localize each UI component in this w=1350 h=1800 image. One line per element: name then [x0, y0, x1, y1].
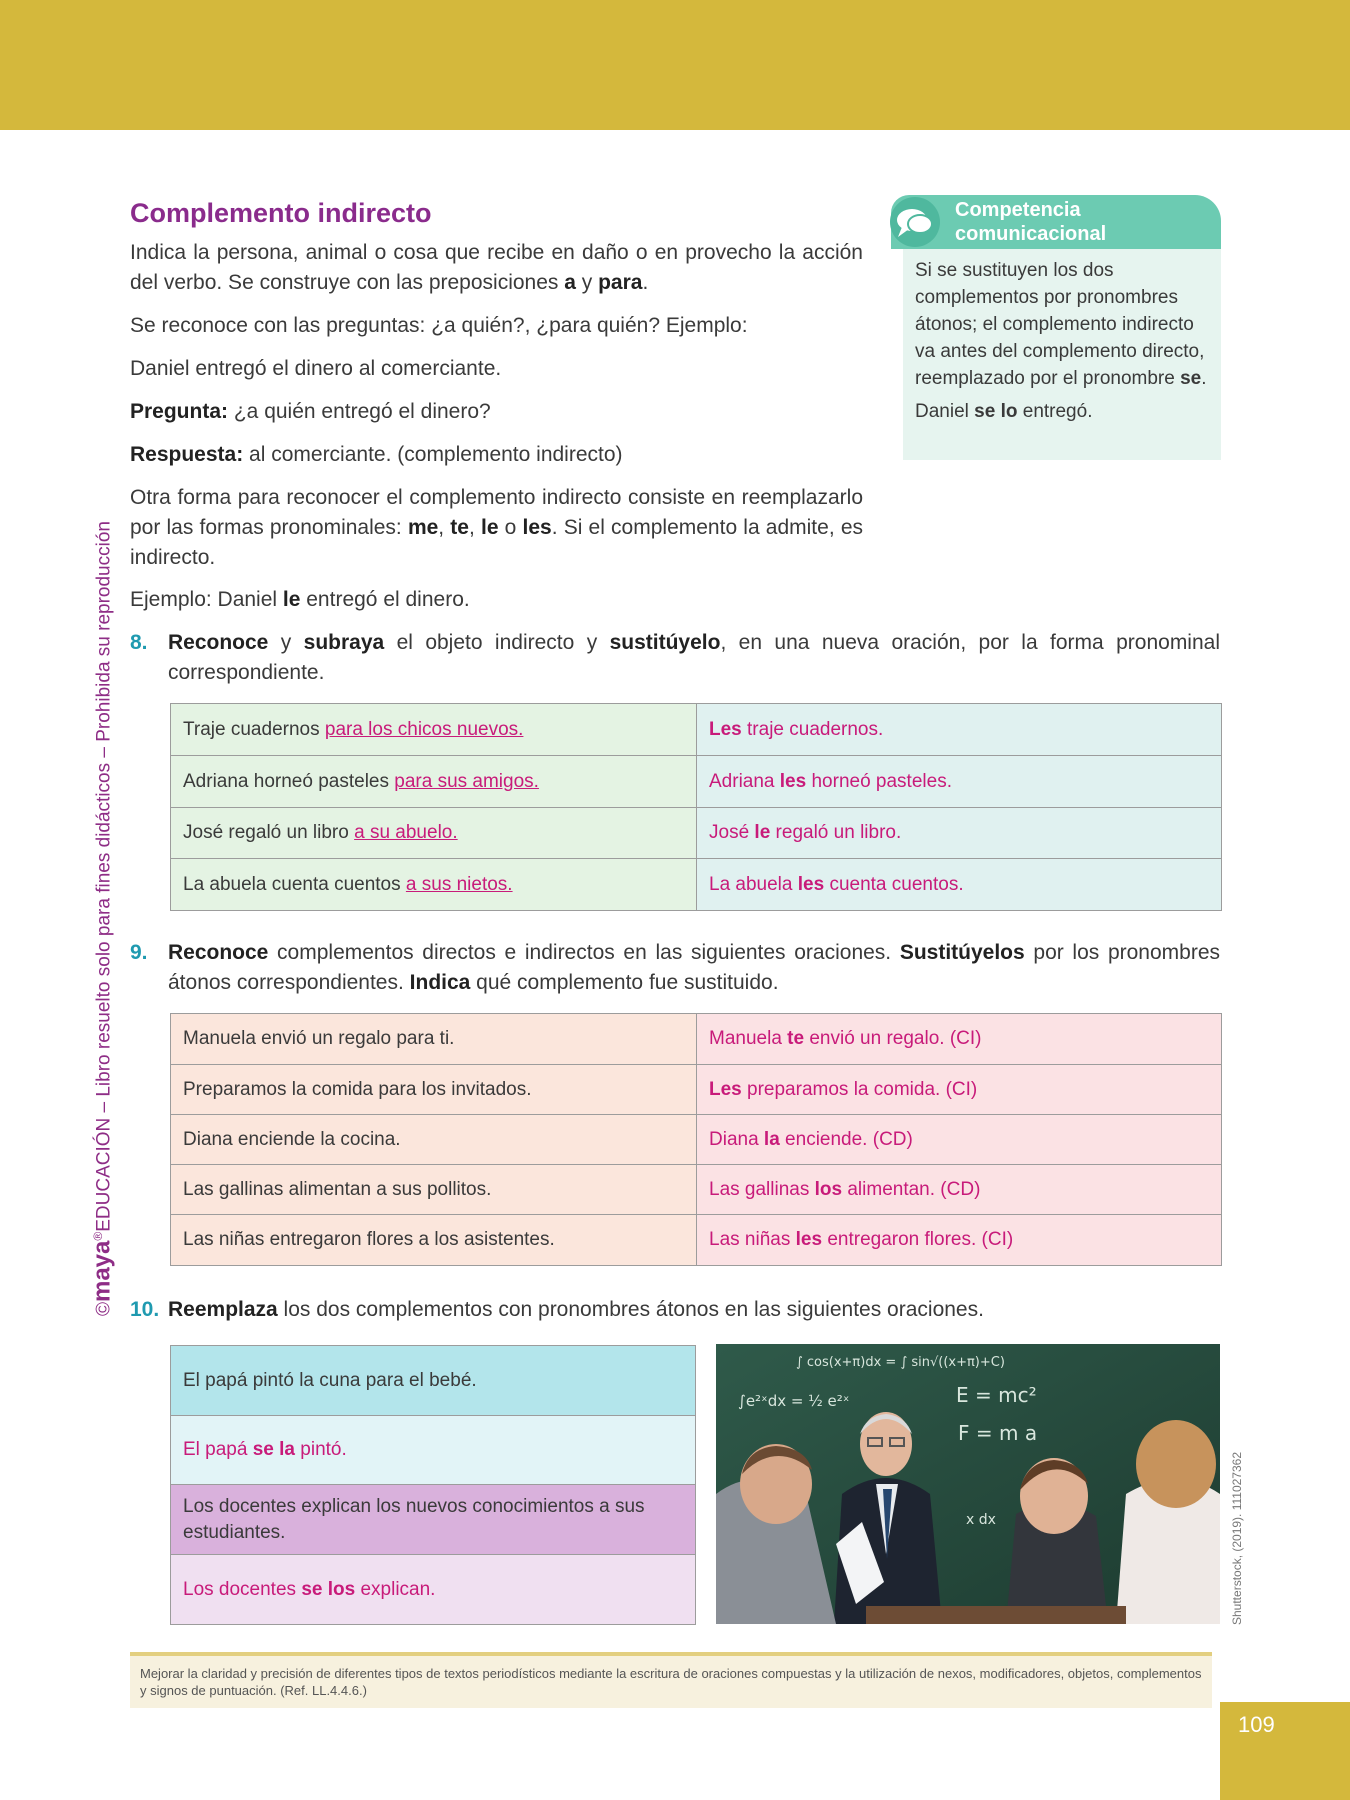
answer-cell: José le regaló un libro.	[697, 808, 1222, 859]
competencia-box	[891, 195, 1221, 465]
table-row	[171, 1485, 696, 1555]
answer-cell: Adriana les horneó pasteles.	[697, 756, 1222, 808]
classroom-illustration	[716, 1344, 1220, 1624]
competencia-header	[891, 195, 1221, 249]
questions-paragraph: Se reconoce con las preguntas: ¿a quién?, ¿para quién? Ejemplo:	[130, 314, 748, 337]
page-number: 109	[1238, 1712, 1275, 1737]
exercise-10-number: 10.	[130, 1298, 160, 1321]
answer-cell: Les traje cuadernos.	[697, 704, 1222, 756]
exercise-9-number: 9.	[130, 941, 148, 964]
footer-skill-note: Mejorar la claridad y precisión de diferentes tipos de textos periodísticos mediante la escritura de oraciones compuestas y la utilización de nexos, modificadores, objetos, complementos y signos de puntuación. (Ref. LL.4.4.6.)	[130, 1652, 1212, 1708]
sentence-cell: Los docentes explican los nuevos conocimientos a sus estudiantes.	[171, 1485, 696, 1555]
answer-cell: Las niñas les entregaron flores. (CI)	[697, 1215, 1222, 1266]
table-row	[171, 1115, 1222, 1165]
table-row	[171, 1416, 696, 1485]
section-title: Complemento indirecto	[130, 198, 432, 228]
underlined-indirect-object: a su abuelo.	[354, 822, 458, 843]
answer-cell: Diana la enciende. (CD)	[697, 1115, 1222, 1165]
answer-cell: Los docentes se los explican.	[171, 1555, 696, 1625]
exercise-8-table	[170, 703, 1222, 911]
board-formula: x dx	[966, 1512, 996, 1528]
exercise-10-instructions: 10. Reemplaza los dos complementos con pronombres átonos en las siguientes oraciones.	[130, 1295, 1220, 1325]
board-formula: E = mc²	[956, 1383, 1037, 1407]
underlined-indirect-object: para los chicos nuevos.	[324, 718, 524, 740]
table-row	[171, 1165, 1222, 1215]
underlined-indirect-object: para sus amigos.	[394, 770, 539, 792]
table-row	[171, 859, 1222, 911]
sentence-cell: José regaló un libro a su abuelo.	[171, 808, 697, 859]
table-row	[171, 1065, 1222, 1115]
table-row	[171, 1215, 1222, 1266]
answer-cell: La abuela les cuenta cuentos.	[697, 859, 1222, 911]
sentence-cell: La abuela cuenta cuentos a sus nietos.	[171, 859, 697, 911]
pronominal-paragraph: Otra forma para reconocer el complemento indirecto consiste en reemplazarlo por las formas pronominales: me, te, le o les. Si el complemento la admite, es indirecto.	[130, 486, 863, 569]
top-color-band	[0, 0, 1350, 130]
definition-paragraph: Indica la persona, animal o cosa que recibe en daño o en provecho la acción del verbo. Se construye con las preposiciones a y para.	[130, 241, 863, 294]
exercise-8-instructions: 8. Reconoce y subraya el objeto indirecto y sustitúyelo, en una nueva oración, por la forma pronominal correspondiente.	[130, 628, 1220, 688]
side-copyright-notice: ©maya®EDUCACIÓN – Libro resuelto solo para fines didácticos – Prohibida su reproducción	[88, 521, 116, 1316]
board-formula: ∫ cos(x+π)dx = ∫ sin√((x+π)+C)	[796, 1355, 1005, 1370]
exercise-9-table	[170, 1013, 1222, 1266]
example-sentence: Daniel entregó el dinero al comerciante.	[130, 357, 502, 380]
answer-cell: Las gallinas los alimentan. (CD)	[697, 1165, 1222, 1215]
speech-bubbles-icon	[887, 197, 943, 247]
pronoun-example: Ejemplo: Daniel le entregó el dinero.	[130, 588, 470, 611]
sentence-cell: Manuela envió un regalo para ti.	[171, 1014, 697, 1065]
sentence-cell: Preparamos la comida para los invitados.	[171, 1065, 697, 1115]
competencia-title: Competencia comunicacional	[955, 199, 1107, 245]
underlined-indirect-object: a sus nietos.	[405, 873, 513, 895]
table-row	[171, 704, 1222, 756]
board-formula: F = m a	[958, 1421, 1038, 1445]
sentence-cell: Las niñas entregaron flores a los asistentes.	[171, 1215, 697, 1266]
exercise-10-table	[170, 1345, 696, 1625]
competencia-text: Si se sustituyen los dos complementos por pronombres átonos; el complemento indirecto va antes del complemento directo, reemplazado por el pronombre se.	[915, 260, 1207, 389]
question-line: Pregunta: ¿a quién entregó el dinero?	[130, 400, 491, 423]
table-row	[171, 808, 1222, 859]
brand-logo: maya	[88, 1240, 116, 1302]
board-formula: ∫e²ˣdx = ½ e²ˣ	[738, 1392, 850, 1410]
sentence-cell: Las gallinas alimentan a sus pollitos.	[171, 1165, 697, 1215]
classroom-photo	[716, 1344, 1220, 1624]
table-row	[171, 1014, 1222, 1065]
answer-line: Respuesta: al comerciante. (complemento indirecto)	[130, 443, 623, 466]
competencia-body	[903, 249, 1221, 460]
exercise-8-number: 8.	[130, 631, 148, 654]
page-number-box	[1220, 1702, 1350, 1800]
sentence-cell: El papá pintó la cuna para el bebé.	[171, 1346, 696, 1416]
answer-cell: Manuela te envió un regalo. (CI)	[697, 1014, 1222, 1065]
table-row	[171, 756, 1222, 808]
exercise-9-instructions: 9. Reconoce complementos directos e indirectos en las siguientes oraciones. Sustitúyelos por los pronombres átonos correspondientes. Indica qué complemento fue sustituido.	[130, 938, 1220, 998]
photo-credit: Shutterstock, (2019). 111027362	[1230, 1451, 1244, 1625]
competencia-example: Daniel se lo entregó.	[915, 401, 1093, 422]
sentence-cell: Traje cuadernos para los chicos nuevos.	[171, 704, 697, 756]
sentence-cell: Diana enciende la cocina.	[171, 1115, 697, 1165]
answer-cell: El papá se la pintó.	[171, 1416, 696, 1485]
table-row	[171, 1346, 696, 1416]
table-row	[171, 1555, 696, 1625]
sentence-cell: Adriana horneó pasteles para sus amigos.	[171, 756, 697, 808]
answer-cell: Les preparamos la comida. (CI)	[697, 1065, 1222, 1115]
